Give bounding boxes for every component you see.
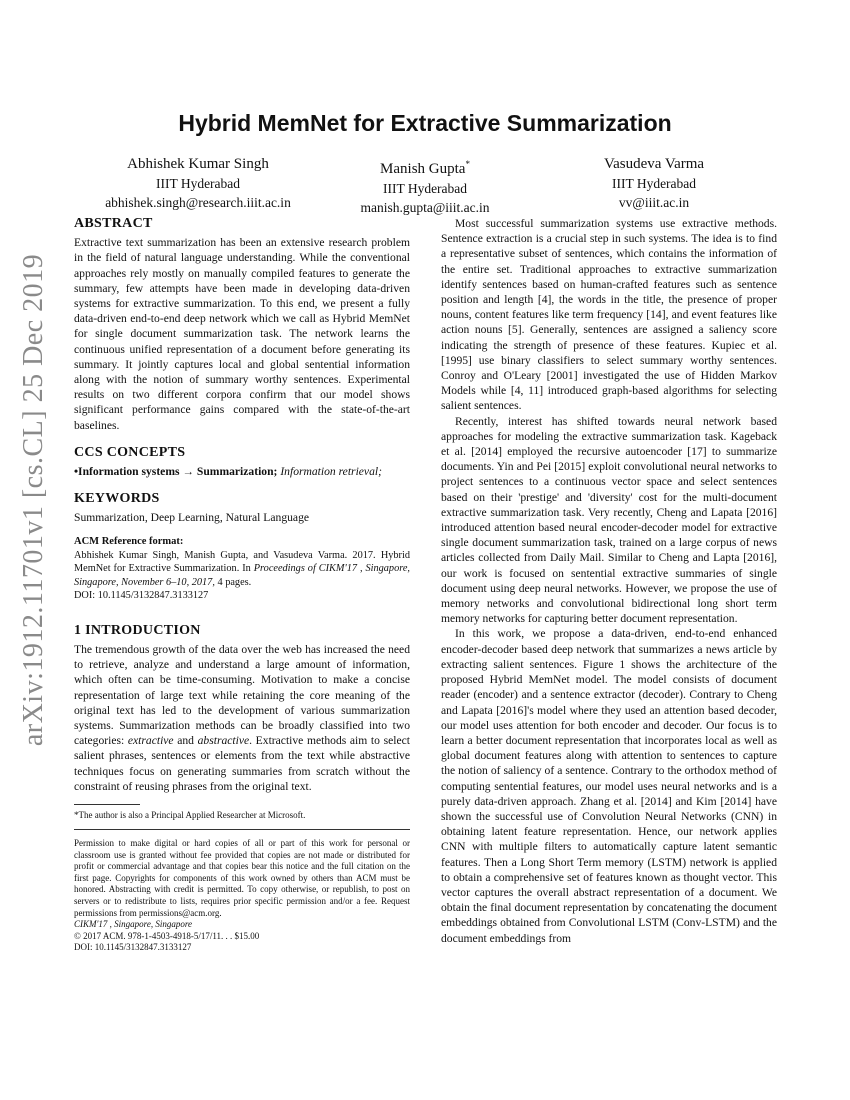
intro-paragraph-4: In this work, we propose a data-driven, end-to-end enhanced encoder-decoder based deep network that summarizes a news article by extracting salient sentences. Figure 1 shows the architecture of the proposed Hybrid MemNet model. The model consists of document reader (encoder) and a sentence extractor (decoder). Contrary to Cheng and Lapata [2016]'s model where they used an attention based decoder, our model uses attention for both encoder and decoder. Our focus is to learn a better document representation that incorporates local as well as global document features along with attention to sentences to capture the notion of saliency of a sentence. Contrary to the orthodox method of computing sentential features, our model uses neural networks and is a purely data-driven approach. Zhang et al. [2014] and Kim [2014] have shown the successful use of Convolution Neural Networks (CNN) in obtaining latent feature representation. Hence, our network applies CNN with multiple filters to automatically capture latent semantic features. Then a Long Short Term memory (LSTM) network is applied to obtain a comprehensive set of features known as thought vector. This vector captures the overall abstract representation of a document. We obtain the final document representation by concatenating the document embeddings obtained from Convolutional LSTM (Conv-LSTM) and the document embeddings from (441, 627, 777, 945)
author-name-row (295, 155, 555, 179)
author-affiliation: IIIT Hyderabad (611, 176, 697, 191)
permission-text: Permission to make digital or hard copies of all or part of this work for personal or classroom use is granted without fee provided that copies are not made or distributed for profit or commercial advantage and that copies bear this notice and the full citation on the first page. Copyrights for components of this work owned by others than ACM must be honored. Abstracting with credit is permitted. To copy otherwise, or republish, to post on servers or to redistribute to lists, requires prior specific permission and/or a fee. Request permissions from permissions@acm.org. (74, 838, 410, 918)
author-email[interactable]: abhishek.singh@research.iiit.ac.in (105, 195, 291, 210)
keywords-text: Summarization, Deep Learning, Natural Language (74, 511, 310, 525)
author-email[interactable]: vv@iiit.ac.in (618, 195, 690, 210)
paper-title: Hybrid MemNet for Extractive Summarization (178, 110, 672, 136)
permission-copyright: © 2017 ACM. 978-1-4503-4918-5/17/11. . . $15.00 (74, 930, 260, 941)
intro-heading: 1 INTRODUCTION (74, 622, 201, 638)
keywords-heading: KEYWORDS (74, 491, 160, 507)
footnote-rule (74, 804, 140, 805)
author-block-2 (295, 155, 555, 217)
author-affiliation: IIIT Hyderabad (382, 181, 468, 196)
footnote-mark: * (465, 159, 470, 169)
acm-ref-doi: DOI: 10.1145/3132847.3133127 (74, 590, 209, 602)
intro-paragraph-3: Recently, interest has shifted towards neural network based approaches for modeling the extractive summarization task. Kageback et al. [2014] employed the recursive autoencoder [17] to summarize documents. Yin and Pei [2015] exploit convolutional neural networks to project sentences to a continuous vector space and select sentences based on their 'prestige' and 'diversity' cost for the multi-document extractive summarization task. Very recently, Cheng and Lapata [2016] introduced attention based neural encoder-decoder model for extractive single document summarization task, trained on a large corpus of news articles collected from Daily Mail. Similar to Cheng and Lapta [2016], our work is focused on sentential extractive summaries of single document using deep neural networks. However, we propose the use of memory networks and convolutional bidirectional long short term memory networks for capturing better document representation. (441, 414, 777, 626)
arxiv-stamp (14, 253, 54, 747)
author-name: Vasudeva Varma (603, 156, 705, 172)
author-name: Abhishek Kumar Singh (127, 156, 269, 172)
ccs-bold: •Information systems → Summarization; (74, 465, 278, 479)
acm-ref-heading: ACM Reference format: (74, 535, 184, 547)
abstract-heading: ABSTRACT (74, 216, 153, 231)
acm-reference (74, 534, 410, 603)
ccs-heading: CCS CONCEPTS (74, 444, 186, 460)
author-name: Manish Gupta (380, 161, 466, 177)
author-email[interactable]: manish.gupta@iiit.ac.in (360, 200, 490, 215)
author-block-1 (68, 155, 328, 212)
acm-ref-text: Abhishek Kumar Singh, Manish Gupta, and Vasudeva Varma. 2017. Hybrid MemNet for Extractive Summarization. In Proceedings of CIKM'17 , Singapore, Singapore, November 6–10, 2017, 4 pages. (74, 549, 410, 588)
permission-block (74, 829, 410, 954)
arxiv-stamp-text: arXiv:1912.11701v1 [cs.CL] 25 Dec 2019 (18, 253, 49, 747)
author-affiliation: IIIT Hyderabad (155, 176, 241, 191)
left-column (74, 216, 410, 954)
right-column (441, 216, 777, 946)
intro-paragraph-1: The tremendous growth of the data over the web has increased the need to retrieve, analyze and understand a large amount of information, which often can be time-consuming. Motivation to make a concise representation of large text while retaining the core meaning of the original text has led to the development of various summarization systems. Summarization methods can be broadly classified into two categories: extractive and abstractive. Extractive methods aim to select salient phrases, sentences or elements from the text while abstractive techniques focus on generating summaries from scratch without the constraint of reusing phrases from the original text. (74, 643, 410, 793)
intro-paragraph-2: Most successful summarization systems use extractive methods. Sentence extraction is a crucial step in such systems. The idea is to find a representative subset of sentences, which contains the information of the entire set. Traditional approaches to extractive summarization identify sentences based on human-crafted features such as sentence position and length [4], the words in the title, the presence of proper nouns, content features like term frequency [14], and event features like action nouns [5]. Generally, sentences are assigned a saliency score indicating the strength of presence of these features. Kupiec et al. [1995] use binary classifiers to select summary worthy sentences. Conroy and O'Leary [2001] investigated the use of Hidden Markov Models while [4, 11] introduced graph-based algorithms for selecting salient sentences. (441, 217, 777, 413)
permission-doi: DOI: 10.1145/3132847.3133127 (74, 942, 192, 953)
ccs-text (74, 464, 410, 479)
abstract-text: Extractive text summarization has been an extensive research problem in the field of natural language understanding. While the conventional approaches rely mostly on manually compiled features to generate the summary, few attempts have been made in developing data-driven systems for extractive summarization. To this end, we present a fully data-driven end-to-end deep network which we call as Hybrid MemNet for single document summarization task. The network learns the continuous unified representation of a document before generating its summary. It jointly captures local and global sentential information along with the notion of summary worthy sentences. Experimental results on two different corpora confirm that our model shows significant performance gains compared with the state-of-the-art baselines. (74, 236, 410, 432)
footnote: *The author is also a Principal Applied Researcher at Microsoft. (74, 810, 306, 821)
ccs-italic: Information retrieval; (280, 465, 382, 479)
author-block-3 (524, 155, 784, 212)
permission-venue: CIKM'17 , Singapore, Singapore (74, 919, 193, 930)
